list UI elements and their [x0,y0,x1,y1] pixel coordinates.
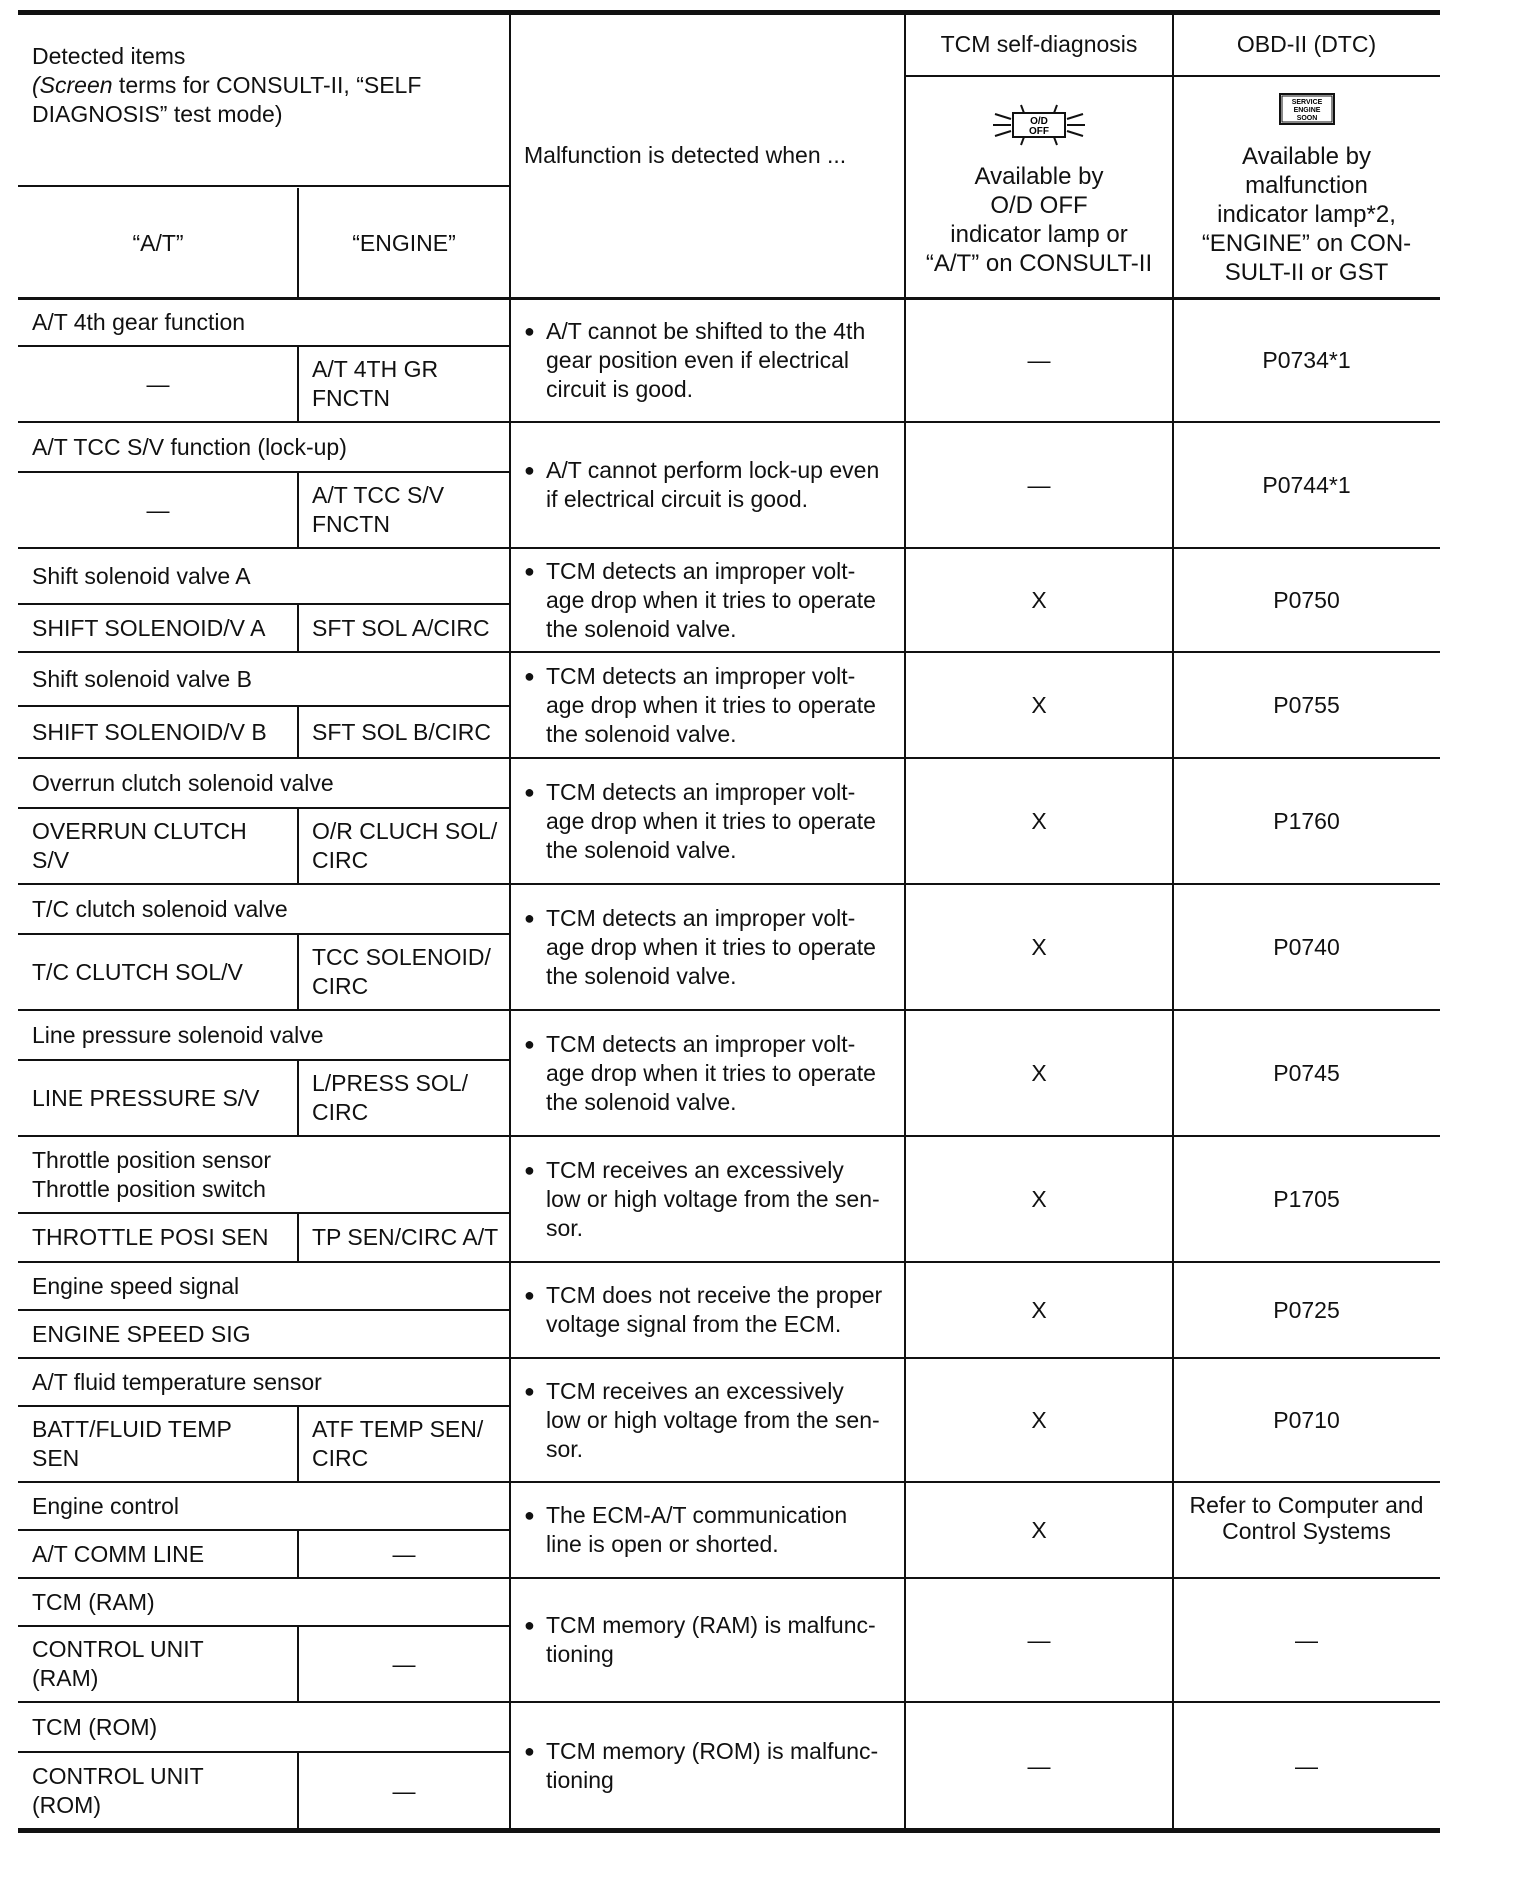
row-obd-code-text: P0740 [1273,933,1340,960]
row-engine-term-text: — [392,1540,416,1567]
row-tcm-status [905,548,1173,652]
at-engine-divider [297,934,299,1010]
row-item-name-text: Overrun clutch solenoid valve [32,769,334,796]
at-engine-divider [297,1626,299,1702]
row-obd-code [1173,422,1440,548]
row-engine-term-text: — [392,1777,416,1804]
bullet-item [524,1501,847,1559]
tcm-availability-text [905,162,1173,288]
at-engine-divider [297,808,299,884]
row-at-term [18,472,298,548]
row-at-term [18,1213,298,1262]
bullet-icon: ● [524,560,535,581]
row-obd-code-text: P1760 [1273,807,1340,834]
row-tcm-status [905,1578,1173,1702]
row-obd-code-text: P0755 [1273,691,1340,718]
col-header-at-text: “A/T” [132,229,184,256]
row-at-term [18,346,298,422]
row-item-name-text: A/T fluid temperature sensor [32,1368,322,1395]
row-engine-term-text: ATF TEMP SEN/ CIRC [312,1416,484,1471]
row-at-term-text: T/C CLUTCH SOL/V [32,958,243,985]
row-item-name [18,1482,510,1530]
row-tcm-status [905,298,1173,422]
row-tcm-status [905,422,1173,548]
row-tcm-status-text: — [1027,346,1051,373]
row-at-term [18,1406,298,1482]
row-engine-term [298,934,510,1010]
row-at-term [18,1626,298,1702]
bullet-icon: ● [524,460,535,480]
row-tcm-status-text: — [1027,471,1051,498]
at-engine-divider [297,1213,299,1262]
row-engine-term-text: A/T 4TH GR FNCTN [312,356,439,411]
row-at-term-text: — [146,370,170,397]
bullet-item [524,1377,880,1464]
obd-divider [1172,12,1174,1830]
bullet-icon: ● [524,1285,535,1305]
row-item-name [18,1262,510,1310]
row-obd-code-text: P0744*1 [1262,471,1351,498]
row-engine-term [298,604,510,652]
row-tcm-status-text: X [1031,933,1047,960]
row-malfunction-text: TCM detects an improper volt- age drop when it tries to operate the solenoid valve. [546,778,876,863]
row-engine-term-text: — [392,1650,416,1677]
row-at-term [18,808,298,884]
row-item-name [18,1358,510,1406]
bullet-item [524,456,879,514]
at-engine-divider [297,604,299,652]
row-item-name [18,1702,510,1752]
row-obd-code [1173,1578,1440,1702]
row-engine-term [298,1406,510,1482]
row-engine-term [298,1060,510,1136]
row-engine-term [298,1530,510,1578]
bullet-icon: ● [524,1033,535,1054]
row-tcm-status [905,884,1173,1010]
detected-items-note: terms for CONSULT-II, “SELF DIAGNOSIS” test mode) [32,72,422,127]
row-item-name-text: Shift solenoid valve B [32,665,252,692]
row-malfunction-text: TCM detects an improper volt- age drop when it tries to operate the solenoid valve. [546,904,876,989]
header-split-rule [18,185,510,187]
row-malfunction-text: TCM memory (RAM) is malfunc- tioning [546,1612,876,1667]
svg-text:ENGINE: ENGINE [1293,107,1320,114]
row-malfunction [510,1010,905,1136]
row-tcm-status [905,758,1173,884]
row-malfunction-text: TCM detects an improper volt- age drop when it tries to operate the solenoid valve. [546,662,876,747]
service-engine-soon-lamp-icon [1173,92,1440,126]
row-tcm-status-text: X [1031,807,1047,834]
row-obd-code [1173,1010,1440,1136]
row-obd-code [1173,758,1440,884]
row-tcm-status-text: X [1031,1185,1047,1212]
row-item-name-text: TCM (ROM) [32,1713,158,1740]
row-item-name [18,652,510,706]
row-obd-code [1173,1262,1440,1358]
obd-availability-text [1173,142,1440,292]
at-engine-divider [297,1406,299,1482]
row-tcm-status [905,1136,1173,1262]
row-item-name-text: Engine control [32,1492,180,1519]
svg-text:OFF: OFF [1029,126,1049,137]
bullet-item [524,1737,878,1795]
row-obd-code-text: P0725 [1273,1296,1340,1323]
row-obd-code [1173,1136,1440,1262]
od-off-lamp-icon [905,104,1173,146]
row-tcm-status [905,1010,1173,1136]
row-item-name-text: Line pressure solenoid valve [32,1021,324,1048]
svg-text:O/D: O/D [1030,116,1048,127]
row-tcm-status [905,1482,1173,1578]
row-obd-code [1173,884,1440,1010]
col-header-tcm [905,12,1173,76]
row-malfunction [510,1136,905,1262]
row-obd-code-text: P0734*1 [1262,346,1351,373]
row-item-name-text: TCM (RAM) [32,1588,155,1615]
row-obd-code-text: — [1295,1626,1318,1653]
row-tcm-status-text: X [1031,1516,1047,1543]
row-at-term [18,604,298,652]
row-tcm-status-text: X [1031,1406,1047,1433]
row-malfunction-text: TCM receives an excessively low or high voltage from the sen- sor. [546,1156,880,1241]
row-obd-code-text: — [1295,1752,1318,1779]
row-tcm-status-text: — [1027,1626,1051,1653]
bullet-icon: ● [524,1741,535,1761]
row-engine-term-text: TP SEN/CIRC A/T [312,1224,499,1250]
svg-text:SOON: SOON [1296,115,1317,122]
row-item-name [18,1136,510,1213]
row-engine-term [298,706,510,758]
detected-items-title: Detected items [32,43,186,69]
row-tcm-status-text: X [1031,586,1047,613]
row-engine-term [298,808,510,884]
row-item-name [18,1578,510,1626]
row-tcm-status-text: X [1031,1059,1047,1086]
row-malfunction-text: TCM detects an improper volt- age drop when it tries to operate the solenoid valve. [546,1030,876,1115]
at-engine-divider [297,472,299,548]
row-engine-term [298,346,510,422]
bullet-icon: ● [524,781,535,802]
row-malfunction [510,1482,905,1578]
bullet-item [524,1156,880,1243]
row-item-name-text: Shift solenoid valve A [32,562,251,589]
bullet-item [524,557,876,644]
row-engine-term [298,472,510,548]
row-engine-term-text: SFT SOL B/CIRC [312,718,491,745]
row-item-name [18,758,510,808]
row-engine-term-text: TCC SOLENOID/ CIRC [312,944,491,999]
row-obd-code-text: P0750 [1273,586,1340,613]
row-at-term [18,706,298,758]
bullet-item [524,1030,876,1117]
row-item-name-text: A/T 4th gear function [32,308,246,335]
row-obd-code-text: P0745 [1273,1059,1340,1086]
bullet-icon: ● [524,1615,535,1635]
row-at-term-text: LINE PRESSURE S/V [32,1084,260,1111]
row-at-term-text: SHIFT SOLENOID/V B [32,718,267,745]
col-header-malfunction [510,12,905,298]
detected-items-header [18,42,510,132]
row-engine-term [298,1213,510,1262]
row-item-name [18,548,510,604]
row-at-term [18,1752,298,1830]
bullet-item [524,1611,876,1669]
row-at-term-text: BATT/FLUID TEMP SEN [32,1416,232,1471]
row-item-name [18,884,510,934]
col-header-malfunction-text: Malfunction is detected when ... [524,141,847,168]
row-tcm-status [905,652,1173,758]
row-item-name-text: A/T TCC S/V function (lock-up) [32,433,347,460]
bullet-item [524,778,876,865]
row-at-term-text: THROTTLE POSI SEN [32,1224,269,1250]
bullet-icon: ● [524,1159,535,1180]
row-tcm-status [905,1262,1173,1358]
row-at-term-text: — [146,496,170,523]
row-at-term-text: ENGINE SPEED SIG [32,1320,251,1347]
bullet-icon: ● [524,907,535,928]
row-malfunction [510,1578,905,1702]
row-malfunction-text: TCM detects an improper volt- age drop when it tries to operate the solenoid valve. [546,557,876,642]
col-header-obd [1173,12,1440,76]
row-obd-code [1173,1358,1440,1482]
row-item-name-text: Throttle position sensor Throttle position switch [32,1146,272,1202]
col-header-at [18,188,298,298]
row-engine-term-text: L/PRESS SOL/ CIRC [312,1070,468,1125]
row-item-name [18,1010,510,1060]
row-at-term-text: OVERRUN CLUTCH S/V [32,818,247,873]
bullet-item [524,317,865,404]
row-malfunction-text: TCM memory (ROM) is malfunc- tioning [546,1738,879,1793]
row-obd-code-text: P1705 [1273,1185,1340,1212]
row-at-term-text: SHIFT SOLENOID/V A [32,614,266,641]
row-obd-code [1173,1702,1440,1830]
bullet-item [524,904,876,991]
row-malfunction-text: A/T cannot perform lock-up even if electrical circuit is good. [546,457,880,512]
svg-text:SERVICE: SERVICE [1291,99,1322,106]
row-malfunction [510,1702,905,1830]
row-malfunction-text: TCM receives an excessively low or high voltage from the sen- sor. [546,1377,880,1462]
at-engine-divider [297,1752,299,1830]
bullet-icon: ● [524,665,535,686]
row-tcm-status-text: X [1031,691,1047,718]
tcm-availability-label: Available by O/D OFF indicator lamp or “A/T” on CONSULT-II [925,163,1153,277]
row-engine-term-text: SFT SOL A/CIRC [312,614,490,641]
row-tcm-status [905,1702,1173,1830]
col-header-tcm-text: TCM self-diagnosis [940,30,1138,57]
malfunction-divider [509,12,511,1830]
row-obd-code [1173,1482,1440,1578]
bullet-icon: ● [524,1505,535,1525]
row-item-name [18,298,510,346]
bullet-item [524,1281,882,1339]
row-obd-code-text: Refer to Computer and Control Systems [1189,1492,1424,1544]
row-engine-term-text: O/R CLUCH SOL/ CIRC [312,818,498,873]
row-obd-code [1173,298,1440,422]
row-tcm-status-text: — [1027,1752,1051,1779]
tcm-divider [904,12,906,1830]
row-at-term [18,934,298,1010]
row-tcm-status-text: X [1031,1296,1047,1323]
row-item-name [18,422,510,472]
row-item-name-text: Engine speed signal [32,1272,240,1299]
row-malfunction [510,548,905,652]
row-engine-term [298,1626,510,1702]
at-engine-divider [297,1060,299,1136]
row-tcm-status [905,1358,1173,1482]
row-engine-term [298,1752,510,1830]
obd-availability-label: Available by malfunction indicator lamp*2, “ENGINE” on CON- SULT-II or GST [1201,143,1412,286]
col-header-obd-text: OBD-II (DTC) [1236,30,1377,57]
row-at-term-text: CONTROL UNIT (RAM) [32,1636,204,1691]
row-bottom-rule [18,1828,1440,1833]
row-malfunction [510,652,905,758]
row-malfunction [510,1358,905,1482]
row-malfunction [510,298,905,422]
row-at-term [18,1530,298,1578]
row-obd-code [1173,652,1440,758]
row-obd-code [1173,548,1440,652]
row-malfunction [510,1262,905,1358]
at-engine-divider [297,1530,299,1578]
row-at-term-text: CONTROL UNIT (ROM) [32,1763,204,1818]
row-malfunction-text: TCM does not receive the proper voltage signal from the ECM. [546,1282,883,1337]
row-item-name-text: T/C clutch solenoid valve [32,895,288,922]
row-malfunction [510,422,905,548]
at-engine-divider [297,706,299,758]
at-engine-divider [297,346,299,422]
col-header-engine-text: “ENGINE” [352,229,456,256]
row-engine-term-text: A/T TCC S/V FNCTN [312,482,445,537]
bullet-icon: ● [524,320,535,341]
at-engine-header-divider [297,188,299,298]
bullet-item [524,662,876,749]
row-obd-code-text: P0710 [1273,1406,1340,1433]
row-malfunction [510,758,905,884]
row-at-term [18,1060,298,1136]
row-malfunction-text: A/T cannot be shifted to the 4th gear position even if electrical circuit is good. [546,317,866,402]
col-header-engine [298,188,510,298]
row-malfunction-text: The ECM-A/T communication line is open or shorted. [546,1502,848,1557]
row-at-term-text: A/T COMM LINE [32,1540,205,1567]
detected-items-paren: (Screen [32,72,113,98]
row-at-term [18,1310,510,1358]
row-malfunction [510,884,905,1010]
bullet-icon: ● [524,1380,535,1401]
